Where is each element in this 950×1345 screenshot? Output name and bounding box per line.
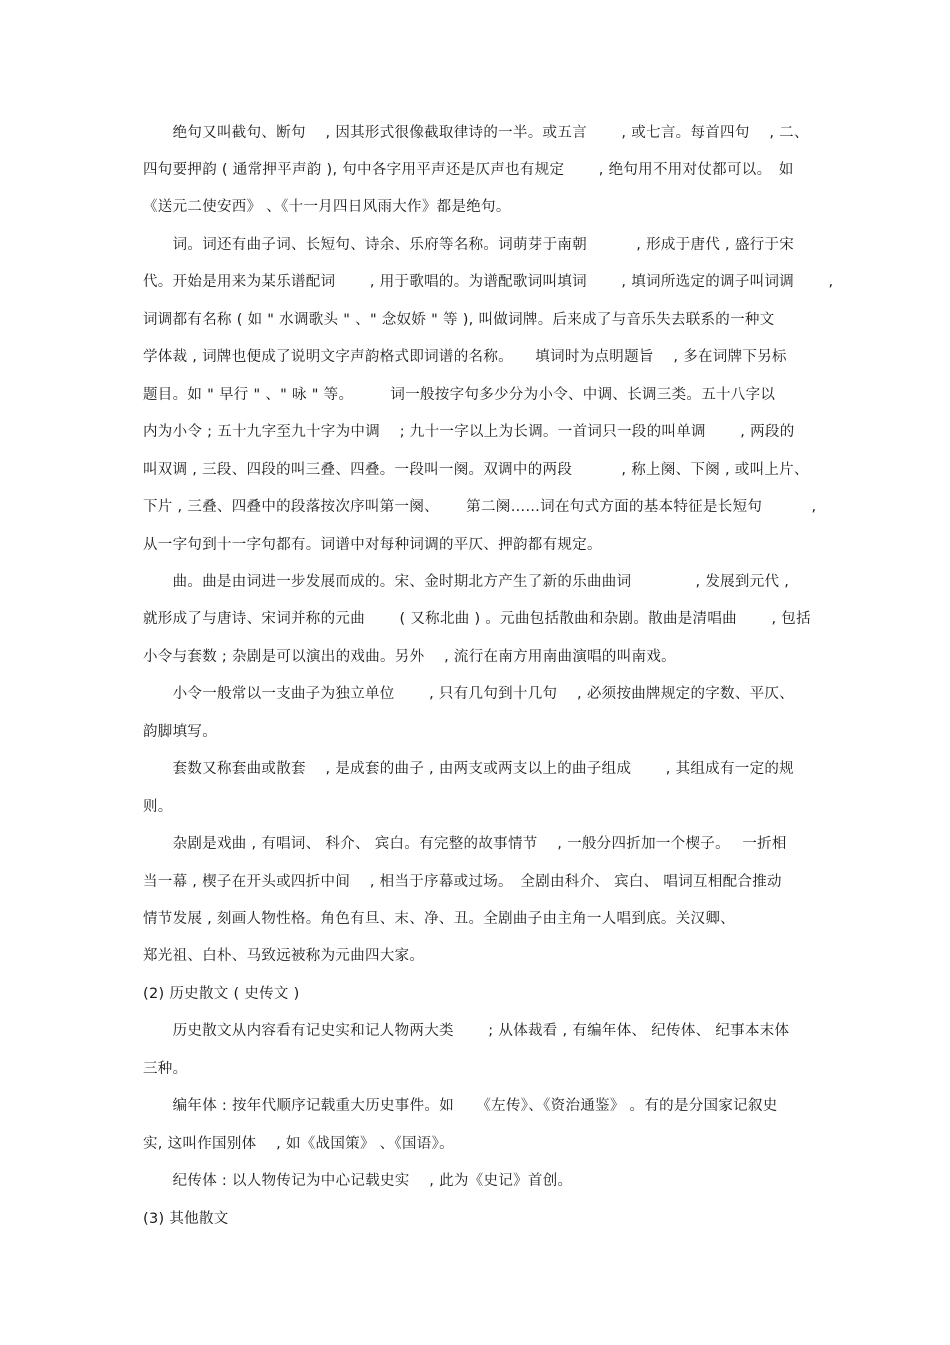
- text-line: 词。词还有曲子词、长短句、诗余、乐府等名称。词萌芽于南朝 , 形成于唐代 , 盛行于宋: [143, 237, 795, 253]
- text-line: 学体裁 , 词牌也便成了说明文字声韵格式即词谱的名称。 填词时为点明题旨 , 多在词牌下另标: [143, 349, 787, 365]
- section-heading: (2) 历史散文 ( 史传文 ): [143, 986, 300, 1002]
- text-line: 小令与套数 ; 杂剧是可以演出的戏曲。另外 , 流行在南方用南曲演唱的叫南戏。: [143, 649, 676, 665]
- text-line: 题目。如 " 早行 " 、" 咏 " 等。 词一般按字句多少分为小令、中调、长调三类。五十八字以: [143, 387, 776, 403]
- text-line: 词调都有名称 ( 如 " 水调歌头 " 、" 念奴娇 " 等 ), 叫做词牌。后来成了与音乐失去联系的一种文: [143, 312, 775, 328]
- text-line: 杂剧是戏曲 , 有唱词、 科介、 宾白。有完整的故事情节 , 一般分四折加一个楔子。 一折相: [143, 836, 787, 852]
- text-line: 实, 这叫作国别体 , 如《战国策》 、《国语》。: [143, 1136, 454, 1152]
- text-line: 三种。: [143, 1061, 188, 1077]
- text-line: 套数又称套曲或散套 , 是成套的曲子 , 由两支或两支以上的曲子组成 , 其组成有一定的规: [143, 761, 794, 777]
- text-line: 《送元二使安西》 、《十一月四日风雨大作》都是绝句。: [143, 199, 511, 215]
- text-line: 四句要押韵 ( 通常押平声韵 ), 句中各字用平声还是仄声也有规定 , 绝句用不用对仗都可以。 如: [143, 162, 794, 178]
- text-line: 叫双调 , 三段、四段的叫三叠、四叠。一段叫一阕。双调中的两段 , 称上阕、下阕 , 或叫上片、: [143, 462, 809, 478]
- text-line: 绝句又叫截句、断句 , 因其形式很像截取律诗的一半。或五言 , 或七言。每首四句 , 二、: [143, 125, 809, 141]
- text-line: 从一字句到十一字句都有。词谱中对每种词调的平仄、押韵都有规定。: [143, 537, 602, 553]
- text-line: 历史散文从内容看有记史实和记人物两大类 ; 从体裁看 , 有编年体、 纪传体、 纪事本末体: [143, 1023, 790, 1039]
- section-heading: (3) 其他散文: [143, 1211, 229, 1227]
- text-line: 小令一般常以一支曲子为独立单位 , 只有几句到十几句 , 必须按曲牌规定的字数、平仄、: [143, 686, 795, 702]
- text-line: 内为小令 ; 五十九字至九十字为中调 ; 九十一字以上为长调。一首词只一段的叫单调 , 两段的: [143, 424, 795, 440]
- text-line: 就形成了与唐诗、宋词并称的元曲 ( 又称北曲 ) 。元曲包括散曲和杂剧。散曲是清唱曲 , 包括: [143, 611, 811, 627]
- text-line: 编年体 : 按年代顺序记载重大历史事件。如 《左传》、《资治通鉴》 。有的是分国家记叙史: [143, 1098, 778, 1114]
- text-line: 纪传体 : 以人物传记为中心记载史实 , 此为《史记》首创。: [143, 1173, 573, 1189]
- text-line: 情节发展 , 刻画人物性格。角色有旦、末、净、丑。全剧曲子由主角一人唱到底。关汉卿、: [143, 911, 735, 927]
- text-line: 下片 , 三叠、四叠中的段落按次序叫第一阕、 第二阕……词在句式方面的基本特征是长短句 ,: [143, 499, 817, 515]
- text-line: 当一幕 , 楔子在开头或四折中间 , 相当于序幕或过场。 全剧由科介、 宾白、 唱词互相配合推动: [143, 874, 782, 890]
- text-line: 郑光祖、白朴、马致远被称为元曲四大家。: [143, 948, 425, 964]
- text-line: 则。: [143, 799, 173, 815]
- text-line: 代。开始是用来为某乐谱配词 , 用于歌唱的。为谱配歌词叫填词 , 填词所选定的调子叫词调 ,: [143, 274, 834, 290]
- text-line: 韵脚填写。: [143, 724, 217, 740]
- text-line: 曲。曲是由词进一步发展而成的。宋、金时期北方产生了新的乐曲曲词 , 发展到元代 ,: [143, 574, 790, 590]
